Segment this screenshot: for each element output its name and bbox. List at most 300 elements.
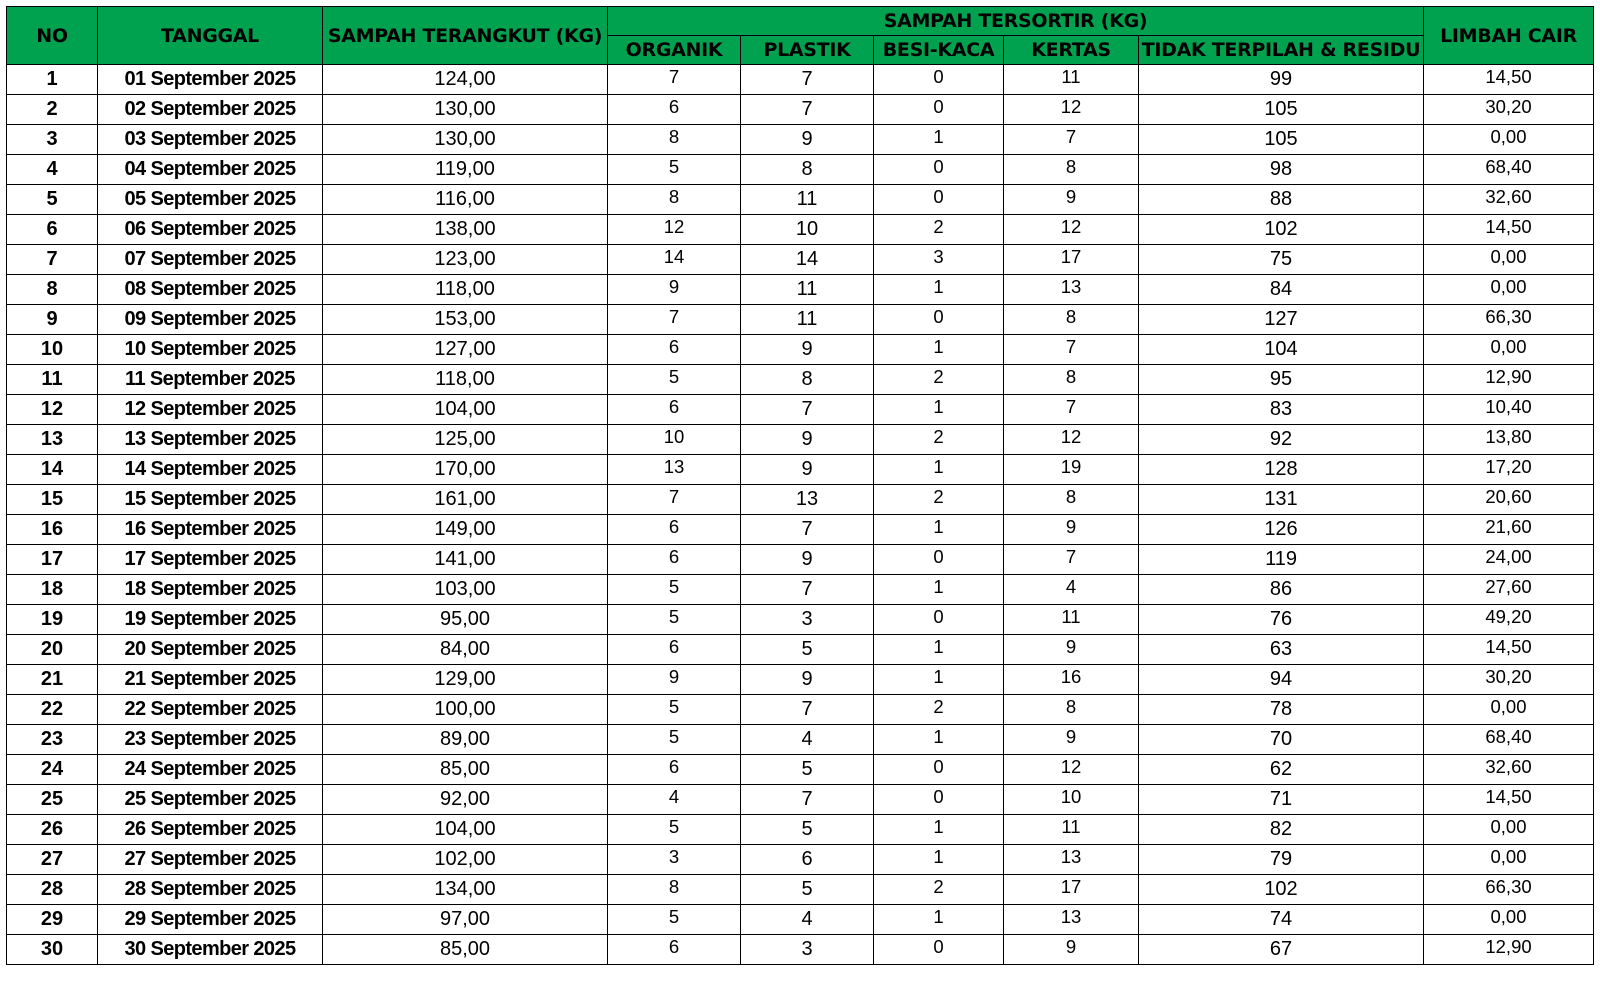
cell-limbah-cair: 10,40 <box>1424 395 1594 425</box>
cell-limbah-cair: 12,90 <box>1424 935 1594 965</box>
table-header <box>7 7 1594 65</box>
cell-sampah-terangkut: 130,00 <box>323 125 608 155</box>
cell-kertas: 9 <box>1004 935 1139 965</box>
cell-kertas: 8 <box>1004 365 1139 395</box>
cell-residu: 86 <box>1139 575 1424 605</box>
cell-limbah-cair: 32,60 <box>1424 755 1594 785</box>
cell-limbah-cair: 0,00 <box>1424 695 1594 725</box>
cell-organik: 12 <box>608 215 741 245</box>
cell-sampah-terangkut: 85,00 <box>323 755 608 785</box>
cell-plastik: 9 <box>741 425 874 455</box>
cell-no: 24 <box>7 755 98 785</box>
cell-limbah-cair: 20,60 <box>1424 485 1594 515</box>
cell-kertas: 8 <box>1004 305 1139 335</box>
cell-kertas: 12 <box>1004 215 1139 245</box>
cell-limbah-cair: 0,00 <box>1424 815 1594 845</box>
cell-residu: 128 <box>1139 455 1424 485</box>
cell-no: 16 <box>7 515 98 545</box>
cell-limbah-cair: 13,80 <box>1424 425 1594 455</box>
cell-kertas: 8 <box>1004 155 1139 185</box>
cell-tanggal: 08 September 2025 <box>98 275 323 305</box>
cell-no: 2 <box>7 95 98 125</box>
cell-plastik: 7 <box>741 695 874 725</box>
cell-kertas: 19 <box>1004 455 1139 485</box>
cell-plastik: 7 <box>741 515 874 545</box>
cell-limbah-cair: 24,00 <box>1424 545 1594 575</box>
table-row <box>7 395 1594 425</box>
cell-sampah-terangkut: 95,00 <box>323 605 608 635</box>
cell-plastik: 5 <box>741 635 874 665</box>
cell-sampah-terangkut: 130,00 <box>323 95 608 125</box>
cell-tanggal: 21 September 2025 <box>98 665 323 695</box>
cell-kertas: 9 <box>1004 185 1139 215</box>
cell-sampah-terangkut: 170,00 <box>323 455 608 485</box>
cell-no: 12 <box>7 395 98 425</box>
cell-organik: 3 <box>608 845 741 875</box>
cell-limbah-cair: 27,60 <box>1424 575 1594 605</box>
cell-organik: 5 <box>608 725 741 755</box>
cell-kertas: 17 <box>1004 245 1139 275</box>
table-row <box>7 635 1594 665</box>
cell-tanggal: 01 September 2025 <box>98 65 323 95</box>
cell-plastik: 7 <box>741 575 874 605</box>
cell-no: 6 <box>7 215 98 245</box>
cell-no: 17 <box>7 545 98 575</box>
cell-kertas: 16 <box>1004 665 1139 695</box>
cell-plastik: 9 <box>741 335 874 365</box>
cell-limbah-cair: 66,30 <box>1424 875 1594 905</box>
cell-tanggal: 24 September 2025 <box>98 755 323 785</box>
cell-besi-kaca: 0 <box>874 545 1004 575</box>
cell-besi-kaca: 1 <box>874 395 1004 425</box>
cell-kertas: 7 <box>1004 335 1139 365</box>
header-limbah-cair: LIMBAH CAIR <box>1424 7 1594 65</box>
cell-organik: 8 <box>608 875 741 905</box>
table-row <box>7 245 1594 275</box>
header-kertas: KERTAS <box>1004 36 1139 65</box>
cell-tanggal: 09 September 2025 <box>98 305 323 335</box>
cell-sampah-terangkut: 124,00 <box>323 65 608 95</box>
cell-tanggal: 18 September 2025 <box>98 575 323 605</box>
cell-plastik: 7 <box>741 65 874 95</box>
table-row <box>7 605 1594 635</box>
cell-residu: 79 <box>1139 845 1424 875</box>
cell-tanggal: 04 September 2025 <box>98 155 323 185</box>
cell-limbah-cair: 49,20 <box>1424 605 1594 635</box>
cell-plastik: 13 <box>741 485 874 515</box>
cell-plastik: 11 <box>741 275 874 305</box>
cell-kertas: 4 <box>1004 575 1139 605</box>
cell-sampah-terangkut: 118,00 <box>323 275 608 305</box>
cell-tanggal: 06 September 2025 <box>98 215 323 245</box>
cell-kertas: 13 <box>1004 275 1139 305</box>
cell-sampah-terangkut: 85,00 <box>323 935 608 965</box>
cell-kertas: 11 <box>1004 815 1139 845</box>
table-row <box>7 365 1594 395</box>
cell-sampah-terangkut: 103,00 <box>323 575 608 605</box>
cell-no: 10 <box>7 335 98 365</box>
cell-besi-kaca: 0 <box>874 305 1004 335</box>
cell-residu: 84 <box>1139 275 1424 305</box>
table-row <box>7 695 1594 725</box>
cell-plastik: 9 <box>741 665 874 695</box>
cell-no: 21 <box>7 665 98 695</box>
cell-plastik: 5 <box>741 815 874 845</box>
cell-plastik: 3 <box>741 935 874 965</box>
cell-organik: 5 <box>608 575 741 605</box>
cell-besi-kaca: 1 <box>874 845 1004 875</box>
cell-besi-kaca: 0 <box>874 185 1004 215</box>
cell-tanggal: 29 September 2025 <box>98 905 323 935</box>
waste-data-table <box>6 6 1594 965</box>
cell-residu: 75 <box>1139 245 1424 275</box>
cell-kertas: 13 <box>1004 905 1139 935</box>
cell-sampah-terangkut: 119,00 <box>323 155 608 185</box>
cell-tanggal: 23 September 2025 <box>98 725 323 755</box>
cell-kertas: 9 <box>1004 515 1139 545</box>
cell-no: 5 <box>7 185 98 215</box>
cell-kertas: 8 <box>1004 485 1139 515</box>
cell-plastik: 5 <box>741 755 874 785</box>
cell-besi-kaca: 2 <box>874 425 1004 455</box>
cell-besi-kaca: 2 <box>874 695 1004 725</box>
cell-besi-kaca: 2 <box>874 485 1004 515</box>
cell-plastik: 4 <box>741 725 874 755</box>
cell-plastik: 5 <box>741 875 874 905</box>
cell-kertas: 9 <box>1004 725 1139 755</box>
cell-no: 14 <box>7 455 98 485</box>
cell-no: 8 <box>7 275 98 305</box>
table-row <box>7 155 1594 185</box>
cell-sampah-terangkut: 127,00 <box>323 335 608 365</box>
cell-tanggal: 19 September 2025 <box>98 605 323 635</box>
cell-organik: 6 <box>608 515 741 545</box>
cell-organik: 6 <box>608 545 741 575</box>
cell-plastik: 14 <box>741 245 874 275</box>
cell-limbah-cair: 66,30 <box>1424 305 1594 335</box>
cell-limbah-cair: 0,00 <box>1424 845 1594 875</box>
cell-organik: 5 <box>608 815 741 845</box>
cell-organik: 7 <box>608 485 741 515</box>
cell-sampah-terangkut: 84,00 <box>323 635 608 665</box>
cell-residu: 62 <box>1139 755 1424 785</box>
table-row <box>7 455 1594 485</box>
cell-residu: 94 <box>1139 665 1424 695</box>
header-residu: TIDAK TERPILAH & RESIDU <box>1139 36 1424 65</box>
table-row <box>7 335 1594 365</box>
header-sampah-tersortir: SAMPAH TERSORTIR (KG) <box>608 7 1424 36</box>
cell-tanggal: 30 September 2025 <box>98 935 323 965</box>
cell-kertas: 7 <box>1004 545 1139 575</box>
cell-sampah-terangkut: 116,00 <box>323 185 608 215</box>
cell-no: 22 <box>7 695 98 725</box>
cell-no: 18 <box>7 575 98 605</box>
cell-tanggal: 13 September 2025 <box>98 425 323 455</box>
cell-limbah-cair: 14,50 <box>1424 635 1594 665</box>
cell-tanggal: 07 September 2025 <box>98 245 323 275</box>
cell-limbah-cair: 30,20 <box>1424 665 1594 695</box>
cell-limbah-cair: 0,00 <box>1424 275 1594 305</box>
cell-organik: 6 <box>608 635 741 665</box>
cell-limbah-cair: 0,00 <box>1424 245 1594 275</box>
cell-residu: 67 <box>1139 935 1424 965</box>
cell-limbah-cair: 17,20 <box>1424 455 1594 485</box>
table-row <box>7 755 1594 785</box>
cell-besi-kaca: 1 <box>874 575 1004 605</box>
cell-organik: 9 <box>608 275 741 305</box>
table-row <box>7 725 1594 755</box>
cell-besi-kaca: 1 <box>874 665 1004 695</box>
cell-residu: 105 <box>1139 95 1424 125</box>
table-row <box>7 545 1594 575</box>
header-no: NO <box>7 7 98 65</box>
header-organik: ORGANIK <box>608 36 741 65</box>
cell-sampah-terangkut: 141,00 <box>323 545 608 575</box>
cell-kertas: 11 <box>1004 65 1139 95</box>
cell-limbah-cair: 12,90 <box>1424 365 1594 395</box>
cell-no: 25 <box>7 785 98 815</box>
table-row <box>7 185 1594 215</box>
cell-plastik: 8 <box>741 155 874 185</box>
cell-plastik: 7 <box>741 395 874 425</box>
cell-organik: 8 <box>608 125 741 155</box>
cell-plastik: 7 <box>741 95 874 125</box>
cell-residu: 105 <box>1139 125 1424 155</box>
cell-tanggal: 20 September 2025 <box>98 635 323 665</box>
cell-limbah-cair: 32,60 <box>1424 185 1594 215</box>
cell-besi-kaca: 2 <box>874 215 1004 245</box>
cell-residu: 70 <box>1139 725 1424 755</box>
cell-kertas: 7 <box>1004 125 1139 155</box>
cell-tanggal: 12 September 2025 <box>98 395 323 425</box>
cell-besi-kaca: 0 <box>874 935 1004 965</box>
cell-limbah-cair: 30,20 <box>1424 95 1594 125</box>
cell-limbah-cair: 21,60 <box>1424 515 1594 545</box>
table-row <box>7 305 1594 335</box>
cell-plastik: 9 <box>741 545 874 575</box>
cell-besi-kaca: 2 <box>874 365 1004 395</box>
cell-no: 1 <box>7 65 98 95</box>
cell-plastik: 9 <box>741 455 874 485</box>
cell-besi-kaca: 0 <box>874 155 1004 185</box>
table-row <box>7 485 1594 515</box>
cell-organik: 4 <box>608 785 741 815</box>
cell-plastik: 7 <box>741 785 874 815</box>
cell-sampah-terangkut: 129,00 <box>323 665 608 695</box>
cell-tanggal: 02 September 2025 <box>98 95 323 125</box>
cell-organik: 7 <box>608 305 741 335</box>
table-row <box>7 515 1594 545</box>
cell-no: 3 <box>7 125 98 155</box>
cell-organik: 8 <box>608 185 741 215</box>
cell-limbah-cair: 0,00 <box>1424 125 1594 155</box>
cell-organik: 7 <box>608 65 741 95</box>
cell-sampah-terangkut: 134,00 <box>323 875 608 905</box>
cell-residu: 119 <box>1139 545 1424 575</box>
cell-sampah-terangkut: 138,00 <box>323 215 608 245</box>
header-tanggal: TANGGAL <box>98 7 323 65</box>
table-row <box>7 575 1594 605</box>
cell-no: 7 <box>7 245 98 275</box>
cell-kertas: 11 <box>1004 605 1139 635</box>
cell-sampah-terangkut: 104,00 <box>323 395 608 425</box>
cell-sampah-terangkut: 118,00 <box>323 365 608 395</box>
cell-residu: 98 <box>1139 155 1424 185</box>
cell-besi-kaca: 1 <box>874 125 1004 155</box>
cell-residu: 88 <box>1139 185 1424 215</box>
cell-sampah-terangkut: 153,00 <box>323 305 608 335</box>
cell-besi-kaca: 1 <box>874 725 1004 755</box>
cell-plastik: 8 <box>741 365 874 395</box>
table-row <box>7 815 1594 845</box>
cell-plastik: 4 <box>741 905 874 935</box>
cell-besi-kaca: 1 <box>874 905 1004 935</box>
cell-no: 19 <box>7 605 98 635</box>
cell-sampah-terangkut: 89,00 <box>323 725 608 755</box>
cell-limbah-cair: 14,50 <box>1424 785 1594 815</box>
cell-plastik: 10 <box>741 215 874 245</box>
cell-kertas: 7 <box>1004 395 1139 425</box>
table-body <box>7 65 1594 965</box>
cell-sampah-terangkut: 123,00 <box>323 245 608 275</box>
cell-residu: 102 <box>1139 875 1424 905</box>
table-row <box>7 425 1594 455</box>
header-besi-kaca: BESI-KACA <box>874 36 1004 65</box>
cell-tanggal: 27 September 2025 <box>98 845 323 875</box>
cell-no: 26 <box>7 815 98 845</box>
cell-plastik: 11 <box>741 185 874 215</box>
table-row <box>7 125 1594 155</box>
cell-kertas: 9 <box>1004 635 1139 665</box>
cell-besi-kaca: 2 <box>874 875 1004 905</box>
cell-besi-kaca: 1 <box>874 335 1004 365</box>
cell-besi-kaca: 0 <box>874 605 1004 635</box>
cell-kertas: 17 <box>1004 875 1139 905</box>
cell-kertas: 12 <box>1004 755 1139 785</box>
cell-plastik: 3 <box>741 605 874 635</box>
cell-tanggal: 22 September 2025 <box>98 695 323 725</box>
cell-besi-kaca: 1 <box>874 815 1004 845</box>
cell-residu: 131 <box>1139 485 1424 515</box>
cell-plastik: 9 <box>741 125 874 155</box>
table-row <box>7 65 1594 95</box>
cell-residu: 102 <box>1139 215 1424 245</box>
cell-sampah-terangkut: 97,00 <box>323 905 608 935</box>
cell-limbah-cair: 68,40 <box>1424 725 1594 755</box>
cell-besi-kaca: 0 <box>874 785 1004 815</box>
cell-no: 13 <box>7 425 98 455</box>
cell-organik: 10 <box>608 425 741 455</box>
cell-limbah-cair: 68,40 <box>1424 155 1594 185</box>
cell-organik: 6 <box>608 935 741 965</box>
cell-no: 23 <box>7 725 98 755</box>
cell-no: 4 <box>7 155 98 185</box>
cell-no: 27 <box>7 845 98 875</box>
cell-tanggal: 25 September 2025 <box>98 785 323 815</box>
cell-sampah-terangkut: 104,00 <box>323 815 608 845</box>
cell-organik: 5 <box>608 695 741 725</box>
cell-besi-kaca: 0 <box>874 95 1004 125</box>
cell-organik: 5 <box>608 155 741 185</box>
table-row <box>7 935 1594 965</box>
cell-no: 30 <box>7 935 98 965</box>
cell-besi-kaca: 3 <box>874 245 1004 275</box>
table-row <box>7 845 1594 875</box>
cell-besi-kaca: 0 <box>874 755 1004 785</box>
cell-residu: 74 <box>1139 905 1424 935</box>
cell-residu: 63 <box>1139 635 1424 665</box>
cell-organik: 6 <box>608 95 741 125</box>
cell-residu: 83 <box>1139 395 1424 425</box>
table-row <box>7 275 1594 305</box>
table-row <box>7 905 1594 935</box>
cell-residu: 92 <box>1139 425 1424 455</box>
cell-sampah-terangkut: 92,00 <box>323 785 608 815</box>
cell-tanggal: 11 September 2025 <box>98 365 323 395</box>
cell-organik: 6 <box>608 395 741 425</box>
cell-tanggal: 17 September 2025 <box>98 545 323 575</box>
cell-no: 29 <box>7 905 98 935</box>
cell-organik: 5 <box>608 365 741 395</box>
cell-kertas: 12 <box>1004 95 1139 125</box>
cell-residu: 76 <box>1139 605 1424 635</box>
cell-residu: 99 <box>1139 65 1424 95</box>
cell-organik: 9 <box>608 665 741 695</box>
cell-tanggal: 10 September 2025 <box>98 335 323 365</box>
cell-besi-kaca: 1 <box>874 635 1004 665</box>
cell-residu: 104 <box>1139 335 1424 365</box>
table-row <box>7 875 1594 905</box>
cell-no: 28 <box>7 875 98 905</box>
cell-sampah-terangkut: 149,00 <box>323 515 608 545</box>
cell-tanggal: 05 September 2025 <box>98 185 323 215</box>
cell-residu: 126 <box>1139 515 1424 545</box>
cell-plastik: 6 <box>741 845 874 875</box>
cell-organik: 6 <box>608 755 741 785</box>
cell-kertas: 10 <box>1004 785 1139 815</box>
cell-sampah-terangkut: 102,00 <box>323 845 608 875</box>
cell-sampah-terangkut: 161,00 <box>323 485 608 515</box>
cell-no: 20 <box>7 635 98 665</box>
cell-limbah-cair: 14,50 <box>1424 215 1594 245</box>
cell-limbah-cair: 14,50 <box>1424 65 1594 95</box>
cell-besi-kaca: 0 <box>874 65 1004 95</box>
cell-tanggal: 16 September 2025 <box>98 515 323 545</box>
cell-no: 15 <box>7 485 98 515</box>
cell-tanggal: 14 September 2025 <box>98 455 323 485</box>
cell-sampah-terangkut: 125,00 <box>323 425 608 455</box>
cell-residu: 78 <box>1139 695 1424 725</box>
cell-organik: 5 <box>608 605 741 635</box>
cell-tanggal: 03 September 2025 <box>98 125 323 155</box>
table-row <box>7 215 1594 245</box>
cell-limbah-cair: 0,00 <box>1424 335 1594 365</box>
cell-besi-kaca: 1 <box>874 455 1004 485</box>
cell-organik: 5 <box>608 905 741 935</box>
cell-organik: 6 <box>608 335 741 365</box>
cell-besi-kaca: 1 <box>874 515 1004 545</box>
table-row <box>7 95 1594 125</box>
table-row <box>7 785 1594 815</box>
cell-residu: 95 <box>1139 365 1424 395</box>
cell-besi-kaca: 1 <box>874 275 1004 305</box>
cell-tanggal: 28 September 2025 <box>98 875 323 905</box>
cell-organik: 13 <box>608 455 741 485</box>
cell-residu: 71 <box>1139 785 1424 815</box>
cell-organik: 14 <box>608 245 741 275</box>
table-row <box>7 665 1594 695</box>
cell-no: 11 <box>7 365 98 395</box>
